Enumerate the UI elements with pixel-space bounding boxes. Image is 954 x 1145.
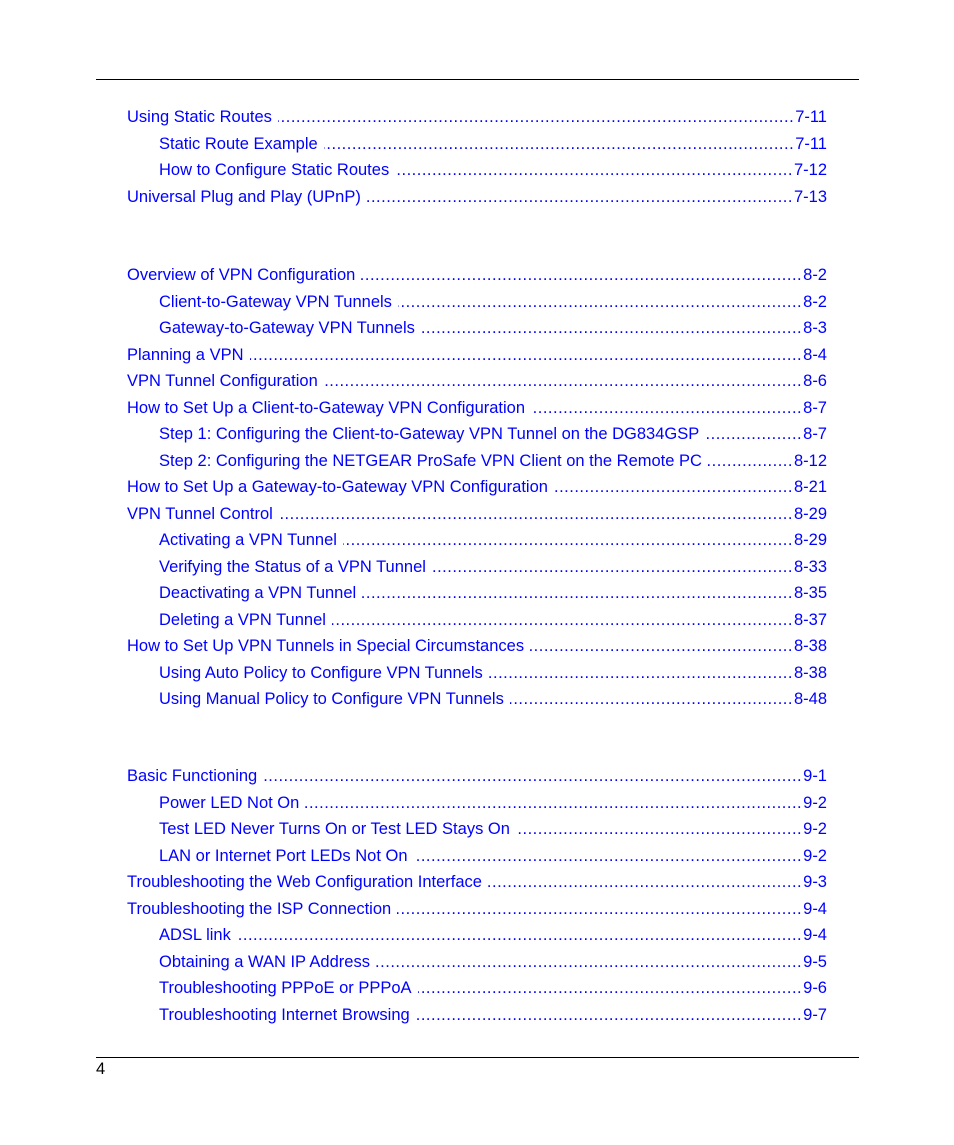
toc-entry[interactable] [159, 528, 827, 550]
toc-dot-leader [418, 978, 803, 998]
toc-entry-title: Gateway-to-Gateway VPN Tunnels [159, 319, 415, 337]
toc-entry[interactable] [159, 817, 827, 839]
toc-entry-title: Basic Functioning [127, 767, 258, 785]
toc-entry[interactable] [127, 105, 827, 127]
toc-entry-page: 8-33 [793, 557, 827, 576]
toc-dot-leader [376, 952, 802, 972]
toc-dot-leader [510, 689, 793, 709]
toc-entry[interactable] [159, 687, 827, 709]
toc-dot-leader [278, 107, 794, 127]
toc-dot-leader [488, 872, 802, 892]
toc-dot-leader [708, 451, 793, 471]
toc-entry-page: 8-4 [803, 345, 827, 364]
toc-entry[interactable] [159, 449, 827, 471]
toc-entry-title: Troubleshooting the Web Configuration Interface [127, 873, 482, 891]
toc-entry-page: 8-7 [803, 425, 827, 443]
toc-entry-page: 8-38 [793, 663, 827, 682]
toc-dot-leader [432, 557, 793, 577]
toc-entry-page: 8-12 [793, 451, 827, 470]
toc-entry-title: Verifying the Status of a VPN Tunnel [159, 557, 426, 576]
toc-entry-page: 8-48 [793, 690, 827, 708]
toc-entry[interactable] [127, 475, 827, 497]
toc-entry[interactable] [159, 555, 827, 577]
toc-entry-title: Using Static Routes [127, 108, 272, 126]
toc-entry[interactable] [127, 343, 827, 365]
toc-entry-title: Using Auto Policy to Configure VPN Tunnels [159, 663, 483, 682]
toc-dot-leader [367, 187, 793, 207]
toc-entry-title: Static Route Example [159, 134, 318, 153]
toc-entry-page: 9-4 [803, 926, 827, 944]
toc-dot-leader [421, 318, 802, 338]
toc-dot-leader [362, 583, 793, 603]
toc-entry-page: 8-2 [803, 292, 827, 311]
toc-dot-leader [516, 819, 802, 839]
toc-entry[interactable] [159, 132, 827, 154]
toc-dot-leader [705, 424, 802, 444]
toc-entry-page: 8-3 [803, 319, 827, 337]
toc-entry-title: Step 1: Configuring the Client-to-Gateway VPN Tunnel on the DG834GSP [159, 425, 700, 443]
toc-entry-title: Using Manual Policy to Configure VPN Tunnels [159, 690, 504, 708]
toc-entry[interactable] [127, 870, 827, 892]
toc-entry-title: How to Configure Static Routes [159, 161, 390, 179]
toc-entry-title: Deactivating a VPN Tunnel [159, 584, 357, 602]
toc-dot-leader [531, 398, 802, 418]
toc-entry[interactable] [127, 502, 827, 524]
toc-entry-title: Obtaining a WAN IP Address [159, 952, 370, 971]
toc-entry[interactable] [127, 263, 827, 285]
toc-dot-leader [237, 925, 802, 945]
toc-entry-title: Step 2: Configuring the NETGEAR ProSafe VPN Client on the Remote PC [159, 451, 702, 470]
toc-entry-page: 8-2 [803, 266, 827, 284]
toc-entry-title: VPN Tunnel Control [127, 504, 273, 523]
toc-entry[interactable] [127, 764, 827, 786]
toc-entry[interactable] [159, 923, 827, 945]
toc-entry-title: Troubleshooting PPPoE or PPPoA [159, 979, 412, 997]
toc-entry[interactable] [159, 661, 827, 683]
toc-dot-leader [530, 636, 793, 656]
footer-rule [96, 1057, 859, 1058]
toc-entry[interactable] [159, 791, 827, 813]
toc-entry[interactable] [159, 950, 827, 972]
toc-entry-title: LAN or Internet Port LEDs Not On [159, 846, 408, 865]
toc-entry-page: 8-21 [793, 478, 827, 496]
toc-dot-leader [305, 793, 802, 813]
toc-dot-leader [416, 1005, 802, 1025]
toc-dot-leader [395, 160, 793, 180]
toc-entry-title: Universal Plug and Play (UPnP) [127, 187, 361, 206]
toc-entry[interactable] [127, 185, 827, 207]
toc-entry-title: Activating a VPN Tunnel [159, 531, 337, 549]
toc-entry-page: 8-35 [793, 584, 827, 602]
toc-entry-title: Overview of VPN Configuration [127, 266, 356, 284]
toc-entry-page: 7-12 [793, 161, 827, 179]
toc-entry-page: 8-29 [793, 531, 827, 549]
toc-entry-title: Deleting a VPN Tunnel [159, 610, 326, 629]
toc-entry-page: 9-3 [803, 873, 827, 891]
toc-entry-page: 8-7 [803, 398, 827, 417]
toc-dot-leader [324, 371, 802, 391]
toc-entry-page: 8-6 [803, 372, 827, 390]
toc-dot-leader [489, 663, 793, 683]
toc-entry-page: 7-11 [795, 108, 827, 126]
toc-entry[interactable] [127, 396, 827, 418]
toc-entry[interactable] [159, 844, 827, 866]
toc-entry-page: 9-5 [803, 952, 827, 971]
toc-dot-leader [554, 477, 793, 497]
toc-dot-leader [398, 292, 802, 312]
toc-entry-title: Client-to-Gateway VPN Tunnels [159, 292, 392, 311]
toc-entry-page: 7-13 [793, 187, 827, 206]
toc-entry[interactable] [159, 1003, 827, 1025]
toc-entry-page: 8-29 [793, 504, 827, 523]
toc-dot-leader [332, 610, 793, 630]
toc-dot-leader [279, 504, 793, 524]
toc-entry-page: 9-6 [803, 979, 827, 997]
toc-entry[interactable] [159, 608, 827, 630]
toc-dot-leader [263, 766, 802, 786]
page-number: 4 [96, 1060, 106, 1078]
toc-entry-title: VPN Tunnel Configuration [127, 372, 318, 390]
toc-entry[interactable] [127, 369, 827, 391]
toc-entry-title: ADSL link [159, 926, 231, 944]
toc-entry[interactable] [159, 316, 827, 338]
toc-dot-leader [361, 265, 802, 285]
toc-dot-leader [414, 846, 803, 866]
toc-entry-page: 9-1 [803, 767, 827, 785]
header-rule [96, 79, 859, 80]
toc-entry-title: Troubleshooting Internet Browsing [159, 1005, 410, 1024]
toc-entry-title: How to Set Up a Gateway-to-Gateway VPN Configuration [127, 478, 548, 496]
toc-entry-page: 9-4 [803, 899, 827, 918]
toc-entry-title: How to Set Up VPN Tunnels in Special Circumstances [127, 637, 525, 655]
toc-entry[interactable] [159, 158, 827, 180]
toc-dot-leader [397, 899, 802, 919]
toc-entry-page: 9-7 [803, 1005, 827, 1024]
toc-entry-page: 7-11 [795, 134, 827, 153]
toc-dot-leader [343, 530, 793, 550]
toc-entry[interactable] [159, 976, 827, 998]
toc-dot-leader [250, 345, 803, 365]
toc-entry-page: 9-2 [803, 846, 827, 865]
toc-entry-title: Troubleshooting the ISP Connection [127, 899, 392, 918]
toc-entry[interactable] [159, 422, 827, 444]
toc-entry-title: Test LED Never Turns On or Test LED Stays On [159, 820, 510, 838]
toc-entry-title: Planning a VPN [127, 345, 244, 364]
toc-entry-page: 9-2 [803, 820, 827, 838]
toc-entry-title: How to Set Up a Client-to-Gateway VPN Configuration [127, 398, 526, 417]
toc-entry-page: 8-38 [793, 637, 827, 655]
toc-dot-leader [324, 134, 795, 154]
toc-entry[interactable] [159, 290, 827, 312]
toc-entry[interactable] [159, 581, 827, 603]
toc-entry[interactable] [127, 634, 827, 656]
toc-entry[interactable] [127, 897, 827, 919]
toc-entry-page: 9-2 [803, 793, 827, 812]
toc-entry-title: Power LED Not On [159, 793, 300, 812]
toc-entry-page: 8-37 [793, 610, 827, 629]
